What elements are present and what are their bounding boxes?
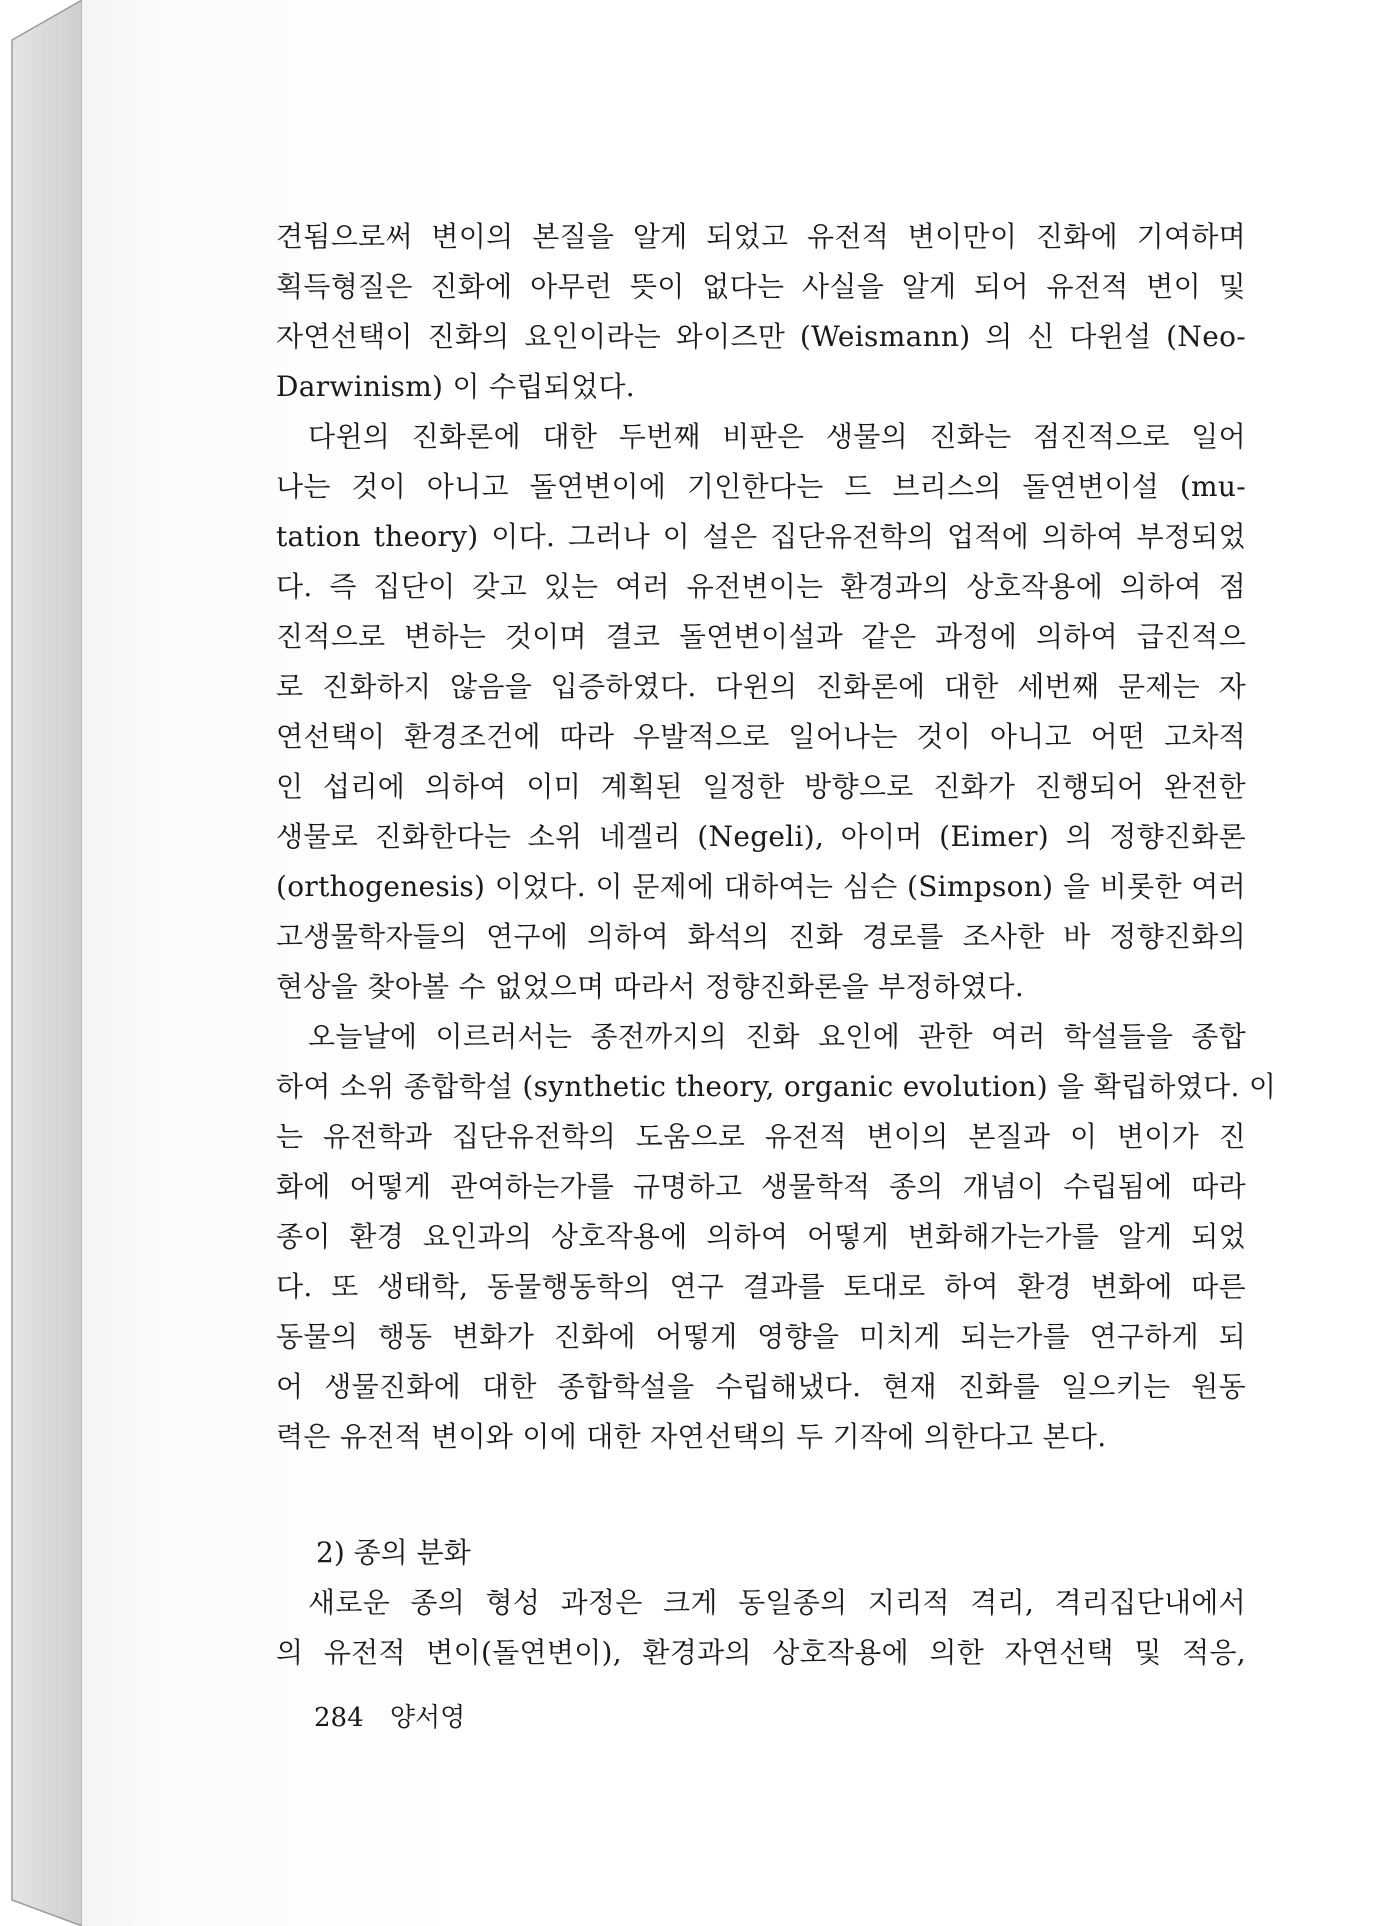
section-heading: 2) 종의 분화	[316, 1536, 471, 1569]
text-line: 새로운 종의 형성 과정은 크게 동일종의 지리적 격리, 격리집단내에서	[308, 1586, 1246, 1619]
text-line: 현상을 찾아볼 수 없었으며 따라서 정향진화론을 부정하였다.	[276, 970, 1025, 1003]
text-line: 동물의 행동 변화가 진화에 어떻게 영향을 미치게 되는가를 연구하게 되	[276, 1320, 1246, 1353]
text-line: 연선택이 환경조건에 따라 우발적으로 일어나는 것이 아니고 어떤 고차적	[276, 720, 1246, 753]
text-line: 력은 유전적 변이와 이에 대한 자연선택의 두 기작에 의한다고 본다.	[276, 1420, 1107, 1453]
body-text	[276, 212, 1277, 1462]
text-line: 진적으로 변하는 것이며 결코 돌연변이설과 같은 과정에 의하여 급진적으	[276, 620, 1246, 653]
text-line: tation theory) 이다. 그러나 이 설은 집단유전학의 업적에 의하여 부정되었	[276, 520, 1246, 553]
section-text	[276, 1578, 1246, 1678]
text-line: 자연선택이 진화의 요인이라는 와이즈만 (Weismann) 의 신 다윈설 (Neo-	[276, 320, 1246, 353]
text-line: 고생물학자들의 연구에 의하여 화석의 진화 경로를 조사한 바 정향진화의	[276, 920, 1246, 953]
author-name: 양서영	[389, 1703, 466, 1733]
text-line: 나는 것이 아니고 돌연변이에 기인한다는 드 브리스의 돌연변이설 (mu-	[276, 470, 1246, 503]
text-line: 는 유전학과 집단유전학의 도움으로 유전적 변이의 본질과 이 변이가 진	[276, 1120, 1246, 1153]
text-line: 견됨으로써 변이의 본질을 알게 되었고 유전적 변이만이 진화에 기여하며	[276, 220, 1246, 253]
text-line: 로 진화하지 않음을 입증하였다. 다윈의 진화론에 대한 세번째 문제는 자	[276, 670, 1246, 703]
text-line: 하여 소위 종합학설 (synthetic theory, organic evolution) 을 확립하였다. 이	[276, 1070, 1277, 1103]
text-line: (orthogenesis) 이었다. 이 문제에 대하여는 심슨 (Simpson) 을 비롯한 여러	[276, 870, 1246, 903]
text-line: 인 섭리에 의하여 이미 계획된 일정한 방향으로 진화가 진행되어 완전한	[276, 770, 1246, 803]
text-line: 획득형질은 진화에 아무런 뜻이 없다는 사실을 알게 되어 유전적 변이 및	[276, 270, 1246, 303]
text-line: 화에 어떻게 관여하는가를 규명하고 생물학적 종의 개념이 수립됨에 따라	[276, 1170, 1246, 1203]
text-line: 종이 환경 요인과의 상호작용에 의하여 어떻게 변화해가는가를 알게 되었	[276, 1220, 1246, 1253]
text-line: 다. 또 생태학, 동물행동학의 연구 결과를 토대로 하여 환경 변화에 따른	[276, 1270, 1246, 1303]
text-line: 오늘날에 이르러서는 종전까지의 진화 요인에 관한 여러 학설들을 종합	[308, 1020, 1246, 1053]
text-line: 다. 즉 집단이 갖고 있는 여러 유전변이는 환경과의 상호작용에 의하여 점	[276, 570, 1246, 603]
text-line: Darwinism) 이 수립되었다.	[276, 370, 635, 403]
text-line: 의 유전적 변이(돌연변이), 환경과의 상호작용에 의한 자연선택 및 적응,	[276, 1636, 1246, 1669]
page-footer	[314, 1698, 483, 1738]
text-line: 어 생물진화에 대한 종합학설을 수립해냈다. 현재 진화를 일으키는 원동	[276, 1370, 1246, 1403]
text-line: 다윈의 진화론에 대한 두번째 비판은 생물의 진화는 점진적으로 일어	[308, 420, 1246, 453]
text-line: 생물로 진화한다는 소위 네겔리 (Negeli), 아이머 (Eimer) 의 정향진화론	[276, 820, 1246, 853]
page-number: 284	[314, 1703, 364, 1733]
